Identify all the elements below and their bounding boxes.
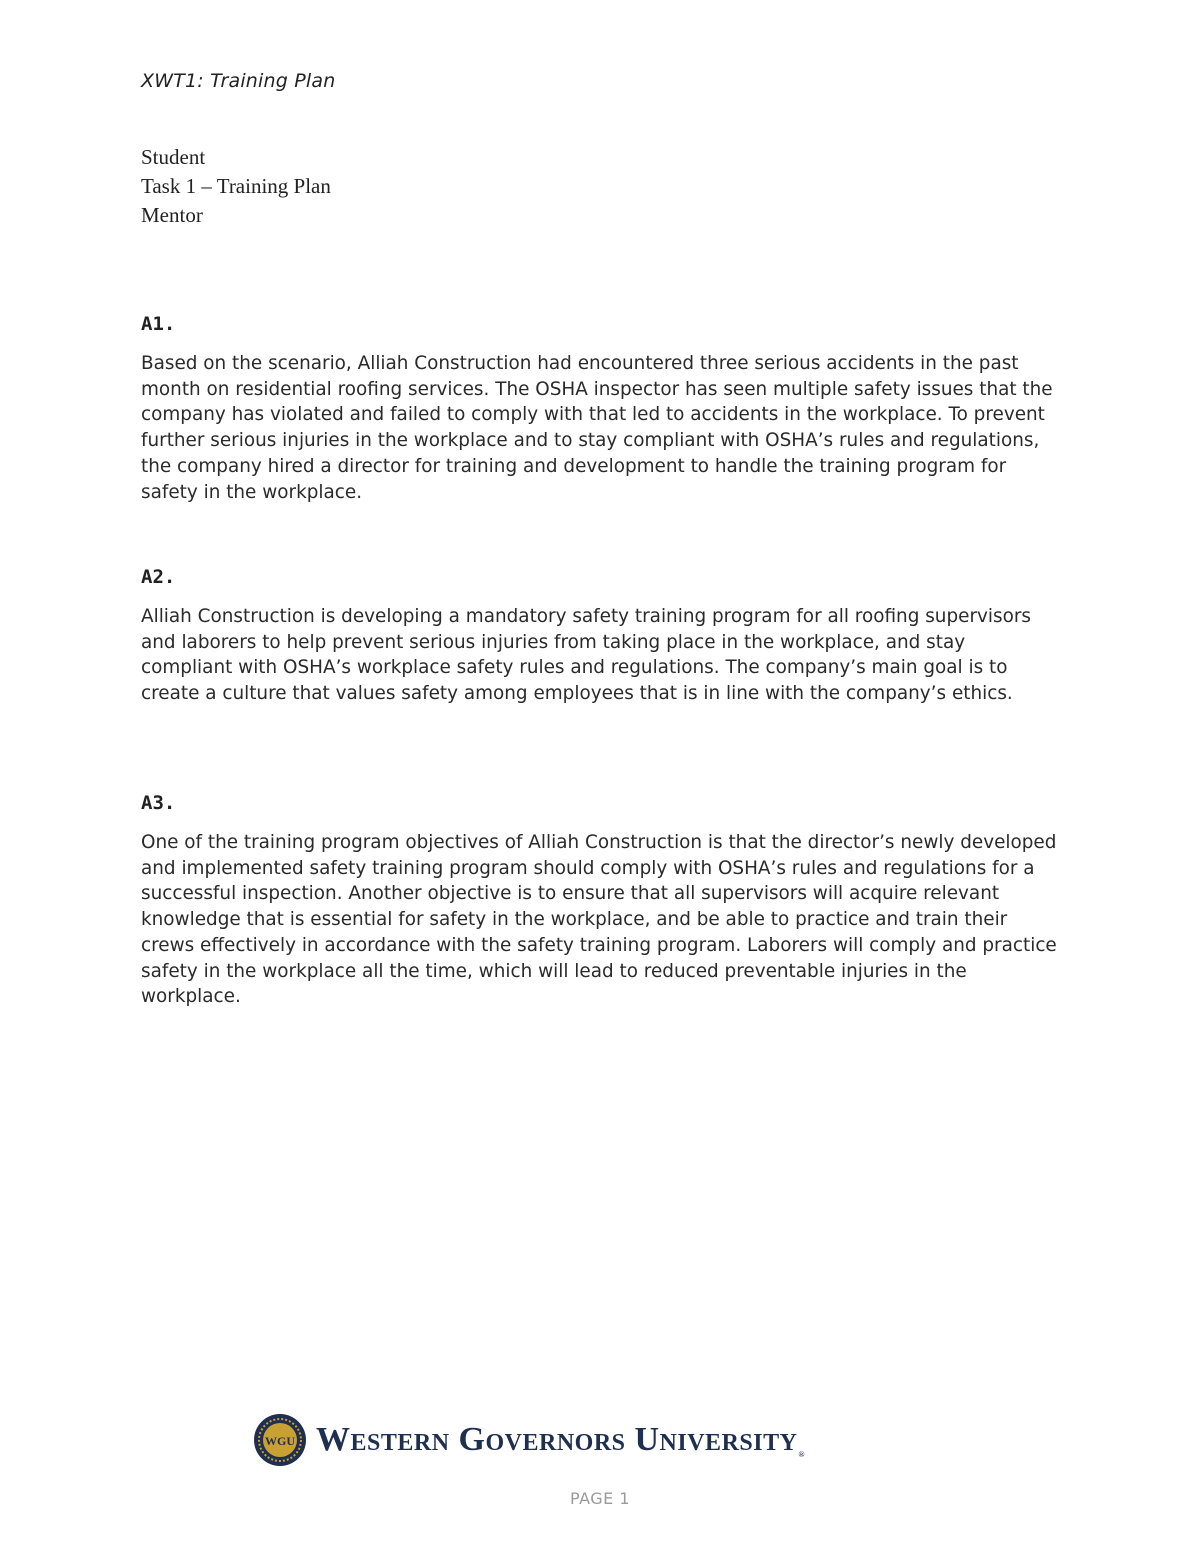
page-number: PAGE 1	[569, 1489, 631, 1508]
section-heading: A2.	[141, 566, 176, 588]
university-seal-icon	[254, 1414, 306, 1466]
section-a3	[141, 792, 1061, 1010]
section-a1	[141, 313, 1061, 505]
wgu-logo	[254, 1412, 805, 1468]
running-header: XWT1: Training Plan	[141, 70, 336, 92]
student-line: Student	[141, 145, 206, 169]
section-body: One of the training program objectives of Alliah Construction is that the director’s newly developed and implemented safety training program should comply with OSHA’s rules and regulations for a successful inspection. Another objective is to ensure that all supervisors will acquire relevant knowledge that is essential for safety in the workplace, and be able to practice and train their crews effectively in accordance with the safety training program. Laborers will comply and practice safety in the workplace all the time, which will lead to reduced preventable injuries in the workplace.	[141, 832, 1057, 1008]
meta-block	[141, 143, 331, 230]
registered-mark: ®	[798, 1450, 805, 1459]
section-body: Based on the scenario, Alliah Construction had encountered three serious accidents in the past month on residential roofing services. The OSHA inspector has seen multiple safety issues that the company has violated and failed to comply with that led to accidents in the workplace. To prevent further serious injuries in the workplace and to stay compliant with OSHA’s rules and regulations, the company hired a director for training and development to handle the training program for safety in the workplace.	[141, 353, 1053, 503]
seal-graphic	[254, 1414, 306, 1466]
wordmark-text: Western Governors University	[316, 1421, 798, 1458]
section-heading: A1.	[141, 313, 176, 335]
section-a2	[141, 566, 1061, 707]
task-line: Task 1 – Training Plan	[141, 174, 331, 198]
section-body: Alliah Construction is developing a mandatory safety training program for all roofing supervisors and laborers to help prevent serious injuries from taking place in the workplace, and stay compliant with OSHA’s workplace safety rules and regulations. The company’s main goal is to create a culture that values safety among employees that is in line with the company’s ethics.	[141, 606, 1031, 705]
seal-monogram: WGU	[265, 1434, 295, 1448]
mentor-line: Mentor	[141, 203, 203, 227]
section-heading: A3.	[141, 792, 176, 814]
university-wordmark	[316, 1421, 805, 1459]
